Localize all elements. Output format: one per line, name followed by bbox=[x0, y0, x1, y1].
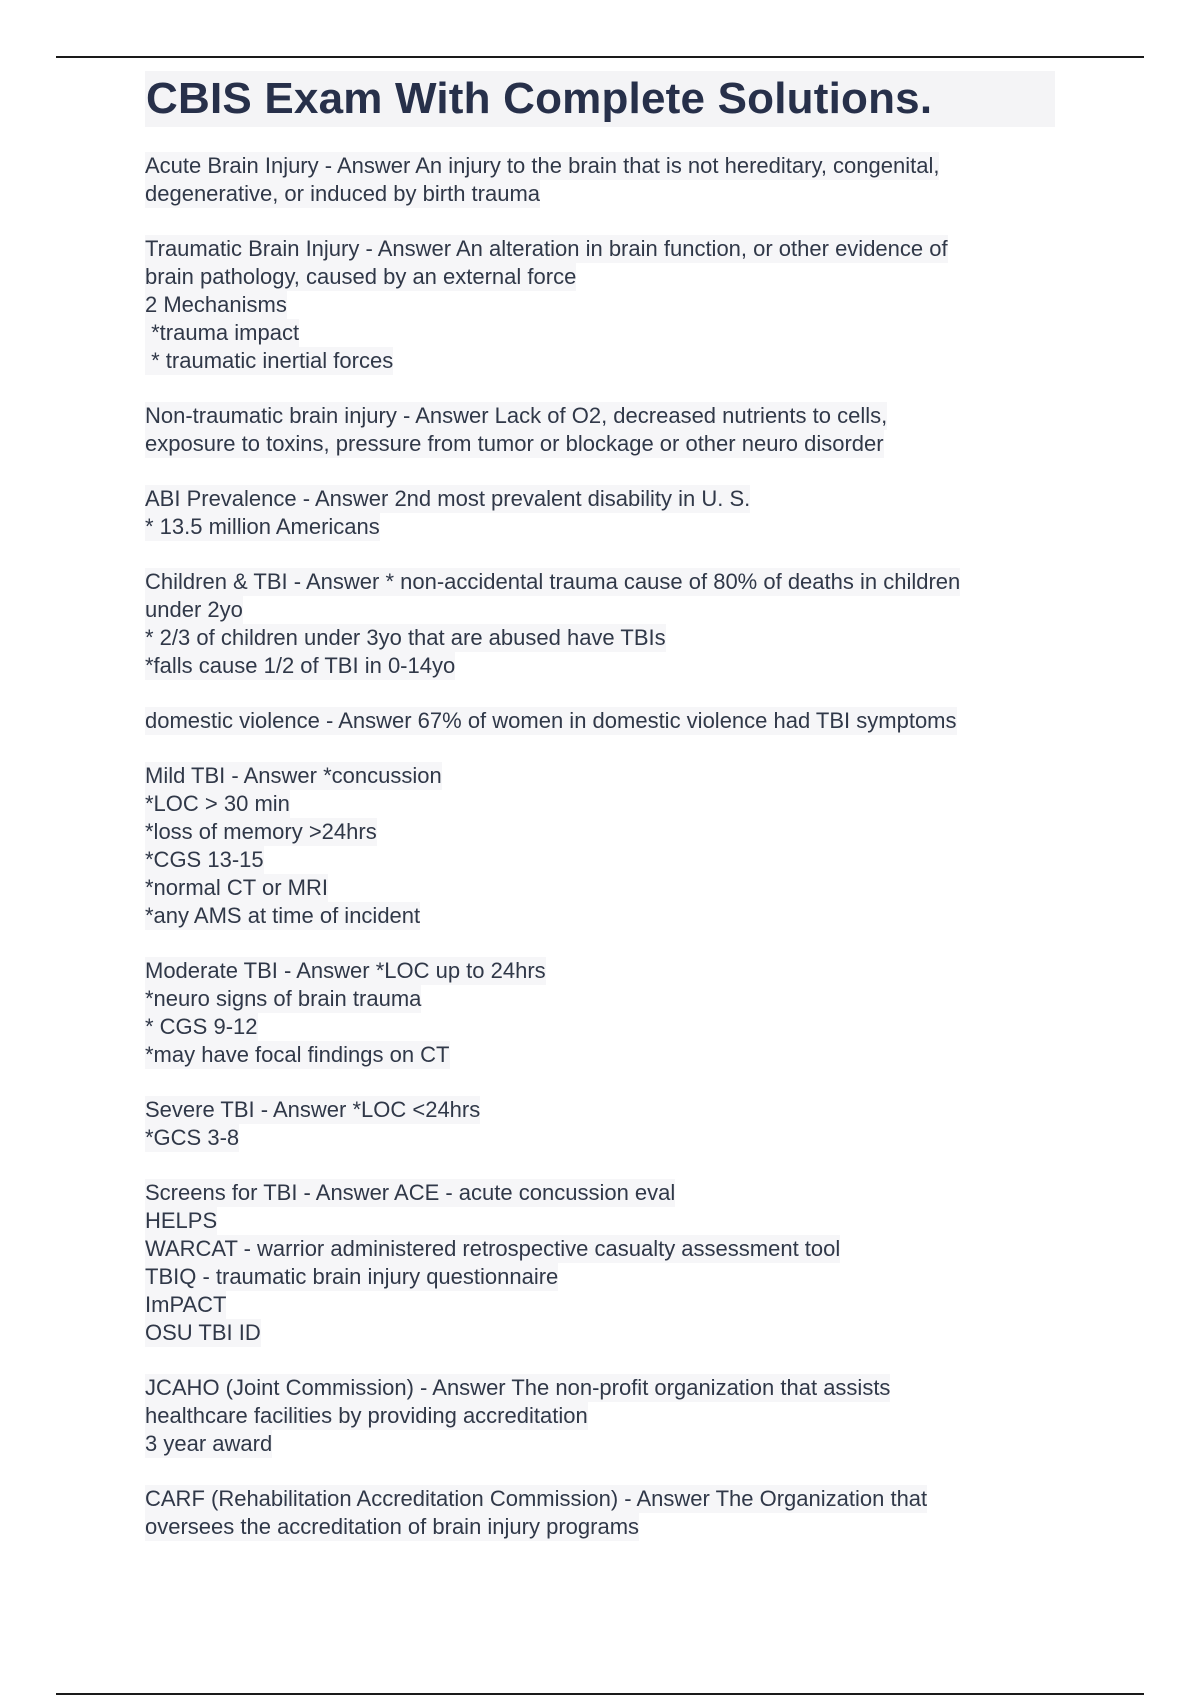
entry-answer-line: under 2yo bbox=[145, 597, 243, 622]
entry-answer-line: * traumatic inertial forces bbox=[145, 348, 394, 373]
qa-entry bbox=[145, 485, 1055, 541]
qa-entry bbox=[145, 957, 1055, 1069]
entry-answer-line: * 2/3 of children under 3yo that are abused have TBIs bbox=[145, 625, 666, 650]
entry-term-line: Moderate TBI - Answer *LOC up to 24hrs bbox=[145, 958, 546, 983]
entry-answer-line: *loss of memory >24hrs bbox=[145, 819, 377, 844]
qa-entry bbox=[145, 1096, 1055, 1152]
entry-answer-line: ImPACT bbox=[145, 1292, 227, 1317]
entry-term-line: CARF (Rehabilitation Accreditation Commission) - Answer The Organization that bbox=[145, 1486, 928, 1511]
entry-answer-line: * 13.5 million Americans bbox=[145, 514, 380, 539]
document-body bbox=[145, 71, 1055, 1568]
qa-entry bbox=[145, 235, 1055, 375]
entry-answer-line: healthcare facilities by providing accreditation bbox=[145, 1403, 588, 1428]
qa-entry bbox=[145, 1179, 1055, 1347]
entry-answer-line: degenerative, or induced by birth trauma bbox=[145, 181, 541, 206]
entry-answer-line: *neuro signs of brain trauma bbox=[145, 986, 422, 1011]
entry-answer-line: *trauma impact bbox=[145, 320, 300, 345]
entry-answer-line: *may have focal findings on CT bbox=[145, 1042, 450, 1067]
qa-entry bbox=[145, 762, 1055, 930]
entry-answer-line: brain pathology, caused by an external force bbox=[145, 264, 577, 289]
top-divider bbox=[56, 56, 1144, 58]
entry-term-line: domestic violence - Answer 67% of women in domestic violence had TBI symptoms bbox=[145, 708, 957, 733]
entry-answer-line: *any AMS at time of incident bbox=[145, 903, 421, 928]
qa-entry bbox=[145, 1374, 1055, 1458]
entry-answer-line: *CGS 13-15 bbox=[145, 847, 264, 872]
entry-answer-line: 3 year award bbox=[145, 1431, 273, 1456]
bottom-divider bbox=[56, 1693, 1144, 1695]
qa-entries bbox=[145, 152, 1055, 1541]
entry-term-line: Non-traumatic brain injury - Answer Lack of O2, decreased nutrients to cells, bbox=[145, 403, 888, 428]
document-title: CBIS Exam With Complete Solutions. bbox=[146, 74, 933, 123]
entry-term-line: Severe TBI - Answer *LOC <24hrs bbox=[145, 1097, 481, 1122]
entry-answer-line: exposure to toxins, pressure from tumor or blockage or other neuro disorder bbox=[145, 431, 884, 456]
entry-term-line: Screens for TBI - Answer ACE - acute concussion eval bbox=[145, 1180, 676, 1205]
entry-answer-line: oversees the accreditation of brain injury programs bbox=[145, 1514, 640, 1539]
entry-answer-line: HELPS bbox=[145, 1208, 218, 1233]
entry-term-line: Acute Brain Injury - Answer An injury to the brain that is not hereditary, congenital, bbox=[145, 153, 940, 178]
qa-entry bbox=[145, 568, 1055, 680]
entry-answer-line: *falls cause 1/2 of TBI in 0-14yo bbox=[145, 653, 456, 678]
qa-entry bbox=[145, 152, 1055, 208]
entry-answer-line: *GCS 3-8 bbox=[145, 1125, 240, 1150]
entry-term-line: JCAHO (Joint Commission) - Answer The non-profit organization that assists bbox=[145, 1375, 891, 1400]
qa-entry bbox=[145, 402, 1055, 458]
entry-answer-line: OSU TBI ID bbox=[145, 1320, 261, 1345]
entry-answer-line: * CGS 9-12 bbox=[145, 1014, 258, 1039]
entry-term-line: ABI Prevalence - Answer 2nd most prevalent disability in U. S. bbox=[145, 486, 751, 511]
entry-answer-line: 2 Mechanisms bbox=[145, 292, 287, 317]
title-band bbox=[145, 71, 1055, 127]
entry-term-line: Traumatic Brain Injury - Answer An alteration in brain function, or other evidence of bbox=[145, 236, 948, 261]
entry-term-line: Children & TBI - Answer * non-accidental trauma cause of 80% of deaths in children bbox=[145, 569, 961, 594]
qa-entry bbox=[145, 1485, 1055, 1541]
entry-answer-line: *normal CT or MRI bbox=[145, 875, 328, 900]
qa-entry bbox=[145, 707, 1055, 735]
entry-answer-line: TBIQ - traumatic brain injury questionnaire bbox=[145, 1264, 559, 1289]
entry-answer-line: WARCAT - warrior administered retrospective casualty assessment tool bbox=[145, 1236, 841, 1261]
entry-answer-line: *LOC > 30 min bbox=[145, 791, 290, 816]
entry-term-line: Mild TBI - Answer *concussion bbox=[145, 763, 442, 788]
